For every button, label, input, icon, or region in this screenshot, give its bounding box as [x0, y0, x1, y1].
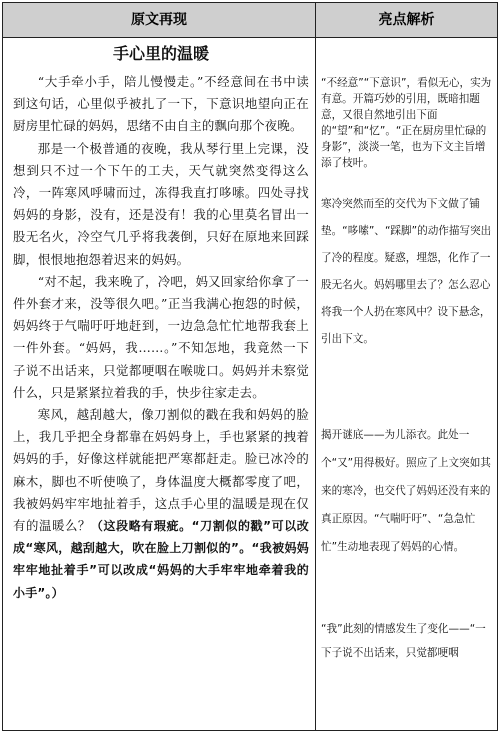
- table-header-row: [3, 3, 497, 38]
- analysis-block-3: [321, 421, 493, 561]
- comparison-table: [2, 2, 498, 731]
- analysis-block-2: [321, 191, 493, 353]
- editor-note: （这段略有瑕疵。“刀割似的戳”可以改成“寒风，越刮越大，吹在脸上刀割似的”。“我被妈妈牢牢地扯着手”可以改成“妈妈的大手牢牢地牵着我的小手”。）: [13, 519, 310, 600]
- article-paragraph-3: “对不起，我来晚了，冷吧，妈又回家给你拿了一件外套才来，没等很久吧。”正当我满心抱怨的时候，妈妈终于气喘吁吁地赶到，一边急急忙忙地帮我套上一件外套。“妈妈，我……。”不知怎地，我竟然一下子说不出话来，只觉都哽咽在喉咙口。妈妈并未察觉什么，只是紧紧拉着我的手，快步往家走去。: [13, 273, 309, 400]
- original-text-column: [13, 43, 309, 604]
- column-divider: [315, 3, 316, 730]
- article-title: 手心里的温暖: [112, 44, 209, 63]
- article-paragraph-2: 那是一个极普通的夜晚，我从琴行里上完课，没想到只不过一个下午的工夫，天气就突然变得这么冷，一阵寒风呼啸而过，冻得我直打哆嗦。四处寻找妈妈的身影，没有，还是没有！我的心里莫名冒出一股无名火，冷空气几乎将我袭倒，只好在原地来回踩脚，恨恨地抱怨着迟来的妈妈。: [13, 140, 309, 267]
- analysis-block-1: [321, 75, 493, 171]
- header-original-text: 原文再现: [131, 12, 187, 28]
- analysis-block-4: [321, 617, 493, 665]
- analysis-text: 揭开谜底——为儿添衣。此处一个“又”用得极好。照应了上文突如其来的寒冷，也交代了妈妈还没有来的真正原因。“气喘吁吁”、“急急忙忙”生动地表现了妈妈的心情。: [321, 429, 491, 553]
- article-paragraph-1: “大手牵小手，陪儿慢慢走。”不经意间在书中读到这句话，心里似乎被扎了一下，下意识地望向正在厨房里忙碌的妈妈，思绪不由自主的飘向那个夜晚。: [13, 74, 309, 134]
- article-paragraph-4-text: 寒风，越刮越大，像刀割似的戳在我和妈妈的脸上，我几乎把全身都靠在妈妈身上，手也紧紧的拽着妈妈的手，好像这样就能把严寒都赶走。脸已冰冷的麻木，脚也不听使唤了，身体温度大概都零度了吧，我被妈妈牢牢地扯着手，这点手心里的温暖是现在仅有的温暖么？: [13, 407, 309, 534]
- article-paragraph-4: [13, 404, 309, 604]
- analysis-text: “我”此刻的情感发生了变化——“一下子说不出话来，只觉都哽咽: [321, 623, 486, 659]
- analysis-text: 寒冷突然而至的交代为下文做了铺垫。“哆嗦”、“踩脚”的动作描写突出了冷的程度。疑惑，埋怨，化作了一股无名火。妈妈哪里去了？怎么忍心将我一个人扔在寒风中？设下悬念，引出下文。: [321, 198, 492, 345]
- header-highlight-analysis: 亮点解析: [378, 12, 435, 28]
- analysis-text: “不经意”“下意识”，看似无心，实为有意。开篇巧妙的引用，既暗扣题意，又很自然地引出下面的“望”和“忆”。“正在厨房里忙碌的身影”，淡淡一笔，也为下文主旨增添了枝叶。: [321, 77, 492, 169]
